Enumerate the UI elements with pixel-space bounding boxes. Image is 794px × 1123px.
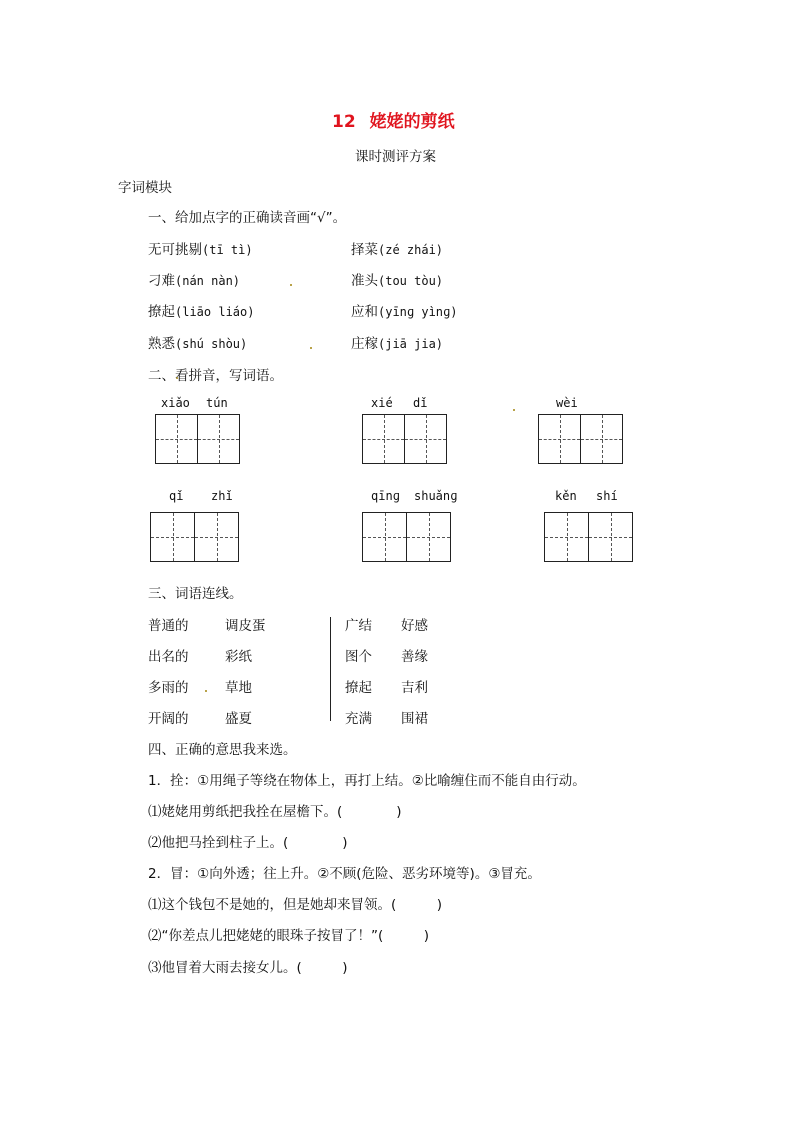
pinyin-label: xiǎo <box>161 396 190 410</box>
item-options: (zé zhái) <box>378 243 444 257</box>
pronunciation-item <box>148 269 240 289</box>
writing-cell[interactable] <box>362 512 407 562</box>
match-left-word[interactable]: 开阔的 <box>148 711 189 727</box>
page-title <box>332 107 455 132</box>
match-left-word[interactable]: 普通的 <box>148 618 189 634</box>
match-right-word[interactable]: 撩起 <box>345 680 372 696</box>
writing-grid[interactable] <box>155 414 239 464</box>
pronunciation-item <box>148 238 253 258</box>
question-line[interactable]: ⑵“你差点儿把姥姥的眼珠子按冒了！”( ) <box>148 928 430 944</box>
item-word: 无可挑剔 <box>148 242 202 258</box>
writing-cell[interactable] <box>588 512 633 562</box>
section3-heading: 三、词语连线。 <box>148 586 243 602</box>
match-left-word[interactable]: 草地 <box>225 680 252 696</box>
pinyin-label: shí <box>596 489 618 503</box>
match-left-word[interactable]: 彩纸 <box>225 649 252 665</box>
question-line[interactable]: ⑴姥姥用剪纸把我拴在屋檐下。( ) <box>148 804 402 820</box>
writing-cell[interactable] <box>150 512 195 562</box>
writing-cell[interactable] <box>580 414 623 464</box>
item-options: (shú shòu) <box>175 337 248 351</box>
pinyin-label: qīnɡ <box>371 489 400 503</box>
scan-dot <box>205 690 207 692</box>
question-line[interactable]: ⑶他冒着大雨去接女儿。( ) <box>148 960 348 976</box>
question-line[interactable]: ⑵他把马拴到柱子上。( ) <box>148 835 348 851</box>
definition-line: 2．冒：①向外透；往上升。②不顾(危险、恶劣环境等)。③冒充。 <box>148 866 541 882</box>
match-right-word[interactable]: 好感 <box>401 618 428 634</box>
item-options: (yīnɡ yìnɡ) <box>378 305 458 319</box>
item-options: (tī tì) <box>202 243 253 257</box>
writing-cell[interactable] <box>538 414 581 464</box>
pinyin-label: dǐ <box>413 396 428 410</box>
match-left-word[interactable]: 盛夏 <box>225 711 252 727</box>
pinyin-label: wèi <box>556 396 578 410</box>
pinyin-label: shuǎnɡ <box>414 489 458 503</box>
item-word: 熟悉 <box>148 336 175 352</box>
writing-cell[interactable] <box>155 414 198 464</box>
section1-heading: 一、给加点字的正确读音画“√”。 <box>148 210 347 226</box>
match-left-word[interactable]: 多雨的 <box>148 680 189 696</box>
writing-grid[interactable] <box>544 512 632 562</box>
lesson-title: 姥姥的剪纸 <box>369 112 455 132</box>
scan-dot <box>310 347 312 349</box>
item-word: 撩起 <box>148 304 175 320</box>
item-options: (liāo liáo) <box>175 305 255 319</box>
pronunciation-item <box>351 269 443 289</box>
writing-cell[interactable] <box>197 414 240 464</box>
writing-cell[interactable] <box>544 512 589 562</box>
writing-grid[interactable] <box>362 414 446 464</box>
lesson-number: 12 <box>332 112 356 132</box>
pronunciation-item <box>351 300 457 320</box>
page-subtitle: 课时测评方案 <box>355 149 436 165</box>
pinyin-label: tún <box>206 396 228 410</box>
match-left-word[interactable]: 调皮蛋 <box>225 618 266 634</box>
writing-grid[interactable] <box>150 512 238 562</box>
module-label: 字词模块 <box>118 180 172 196</box>
writing-cell[interactable] <box>404 414 447 464</box>
match-right-word[interactable]: 围裙 <box>401 711 428 727</box>
section4-heading: 四、正确的意思我来选。 <box>148 742 297 758</box>
pronunciation-item <box>351 238 443 258</box>
writing-cell[interactable] <box>194 512 239 562</box>
writing-cell[interactable] <box>406 512 451 562</box>
pronunciation-item <box>351 332 443 352</box>
item-options: (jiā jia) <box>378 337 444 351</box>
definition-line: 1．拴：①用绳子等绕在物体上，再打上结。②比喻缠住而不能自由行动。 <box>148 773 586 789</box>
writing-grid[interactable] <box>538 414 622 464</box>
match-right-word[interactable]: 吉利 <box>401 680 428 696</box>
pronunciation-item <box>148 332 247 352</box>
pinyin-label: zhǐ <box>211 489 233 503</box>
item-word: 庄稼 <box>351 336 378 352</box>
writing-grid[interactable] <box>362 512 450 562</box>
pinyin-label: kěn <box>555 489 577 503</box>
item-word: 应和 <box>351 304 378 320</box>
item-word: 准头 <box>351 273 378 289</box>
column-divider <box>330 617 331 721</box>
item-options: (nán nàn) <box>175 274 241 288</box>
item-word: 刁难 <box>148 273 175 289</box>
item-options: (tou tòu) <box>378 274 444 288</box>
pinyin-label: xié <box>371 396 393 410</box>
match-left-word[interactable]: 出名的 <box>148 649 189 665</box>
match-right-word[interactable]: 善缘 <box>401 649 428 665</box>
pinyin-label: qǐ <box>169 489 184 503</box>
match-right-word[interactable]: 图个 <box>345 649 372 665</box>
scan-dot <box>513 409 515 411</box>
scan-dot <box>290 284 292 286</box>
match-right-word[interactable]: 广结 <box>345 618 372 634</box>
writing-cell[interactable] <box>362 414 405 464</box>
pronunciation-item <box>148 300 254 320</box>
match-right-word[interactable]: 充满 <box>345 711 372 727</box>
question-line[interactable]: ⑴这个钱包不是她的，但是她却来冒领。( ) <box>148 897 443 913</box>
section2-heading: 二、看拼音，写词语。 <box>148 368 283 384</box>
item-word: 择菜 <box>351 242 378 258</box>
